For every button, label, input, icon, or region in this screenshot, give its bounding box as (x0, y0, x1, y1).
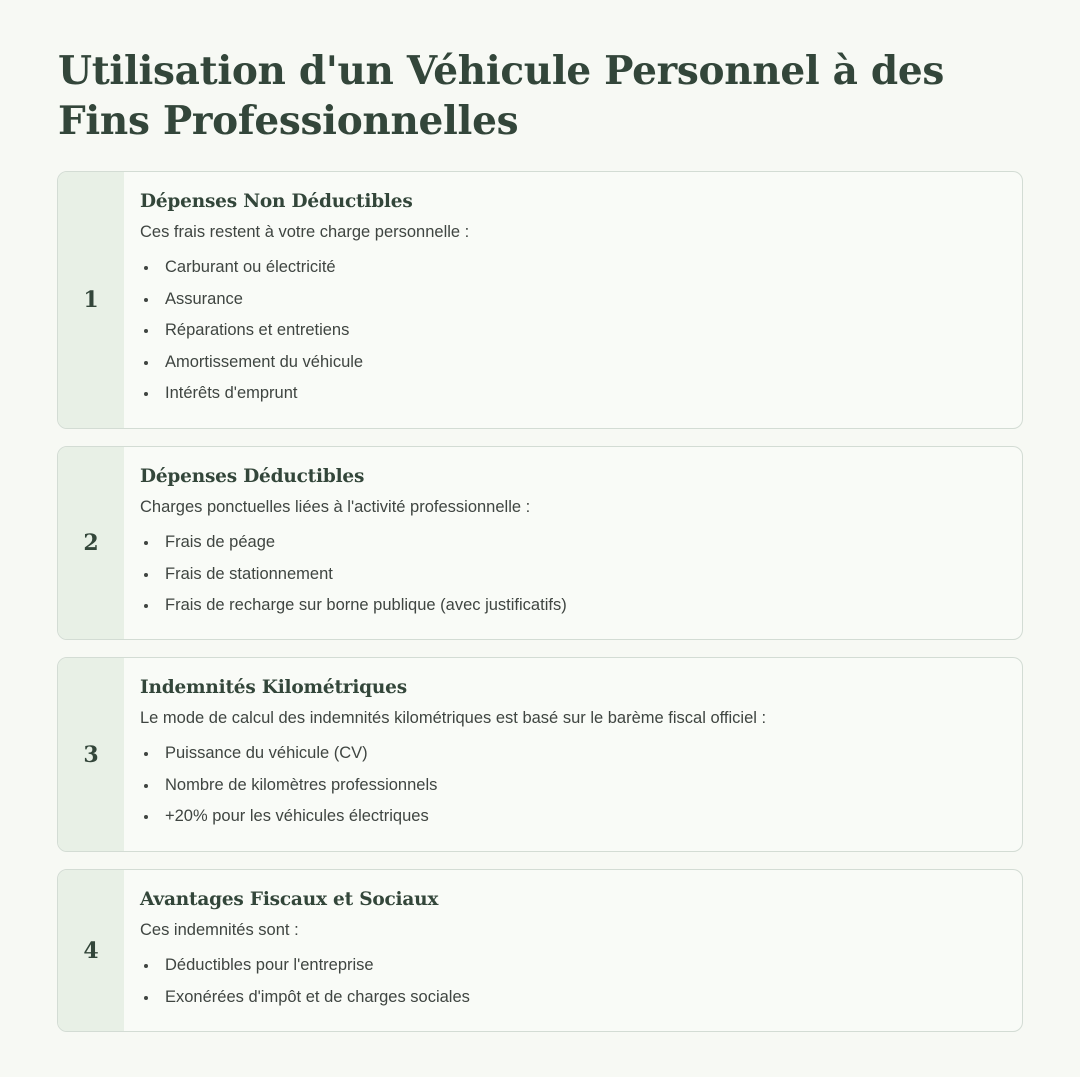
card-number: 1 (58, 172, 124, 428)
list-item: Frais de recharge sur borne publique (avec justificatifs) (140, 590, 1004, 622)
list-item: Puissance du véhicule (CV) (140, 738, 1004, 770)
card-deductible (57, 446, 1023, 640)
card-body (124, 172, 1022, 428)
list-item: Nombre de kilomètres professionnels (140, 770, 1004, 802)
card-list (140, 738, 1004, 833)
card-title: Avantages Fiscaux et Sociaux (140, 889, 439, 910)
card-list (140, 252, 1004, 410)
card-intro: Ces frais restent à votre charge personnelle : (140, 223, 470, 241)
list-item: +20% pour les véhicules électriques (140, 801, 1004, 833)
card-title: Dépenses Non Déductibles (140, 191, 413, 212)
card-body (124, 447, 1022, 639)
card-tax-benefits (57, 869, 1023, 1032)
list-item: Intérêts d'emprunt (140, 378, 1004, 410)
card-non-deductible (57, 171, 1023, 429)
list-item: Frais de stationnement (140, 559, 1004, 591)
card-number: 3 (58, 658, 124, 851)
list-item: Déductibles pour l'entreprise (140, 950, 1004, 982)
card-intro: Le mode de calcul des indemnités kilométriques est basé sur le barème fiscal officiel : (140, 709, 767, 727)
list-item: Assurance (140, 284, 1004, 316)
card-body (124, 870, 1022, 1031)
list-item: Exonérées d'impôt et de charges sociales (140, 982, 1004, 1014)
list-item: Frais de péage (140, 527, 1004, 559)
card-intro: Charges ponctuelles liées à l'activité professionnelle : (140, 498, 531, 516)
page-title: Utilisation d'un Véhicule Personnel à des Fins Professionnelles (58, 48, 945, 144)
card-list (140, 950, 1004, 1013)
card-title: Indemnités Kilométriques (140, 677, 407, 698)
card-intro: Ces indemnités sont : (140, 921, 299, 939)
card-body (124, 658, 1022, 851)
list-item: Réparations et entretiens (140, 315, 1004, 347)
card-list (140, 527, 1004, 622)
card-mileage-allowance (57, 657, 1023, 852)
card-number: 4 (58, 870, 124, 1031)
list-item: Carburant ou électricité (140, 252, 1004, 284)
card-title: Dépenses Déductibles (140, 466, 365, 487)
card-number: 2 (58, 447, 124, 639)
list-item: Amortissement du véhicule (140, 347, 1004, 379)
